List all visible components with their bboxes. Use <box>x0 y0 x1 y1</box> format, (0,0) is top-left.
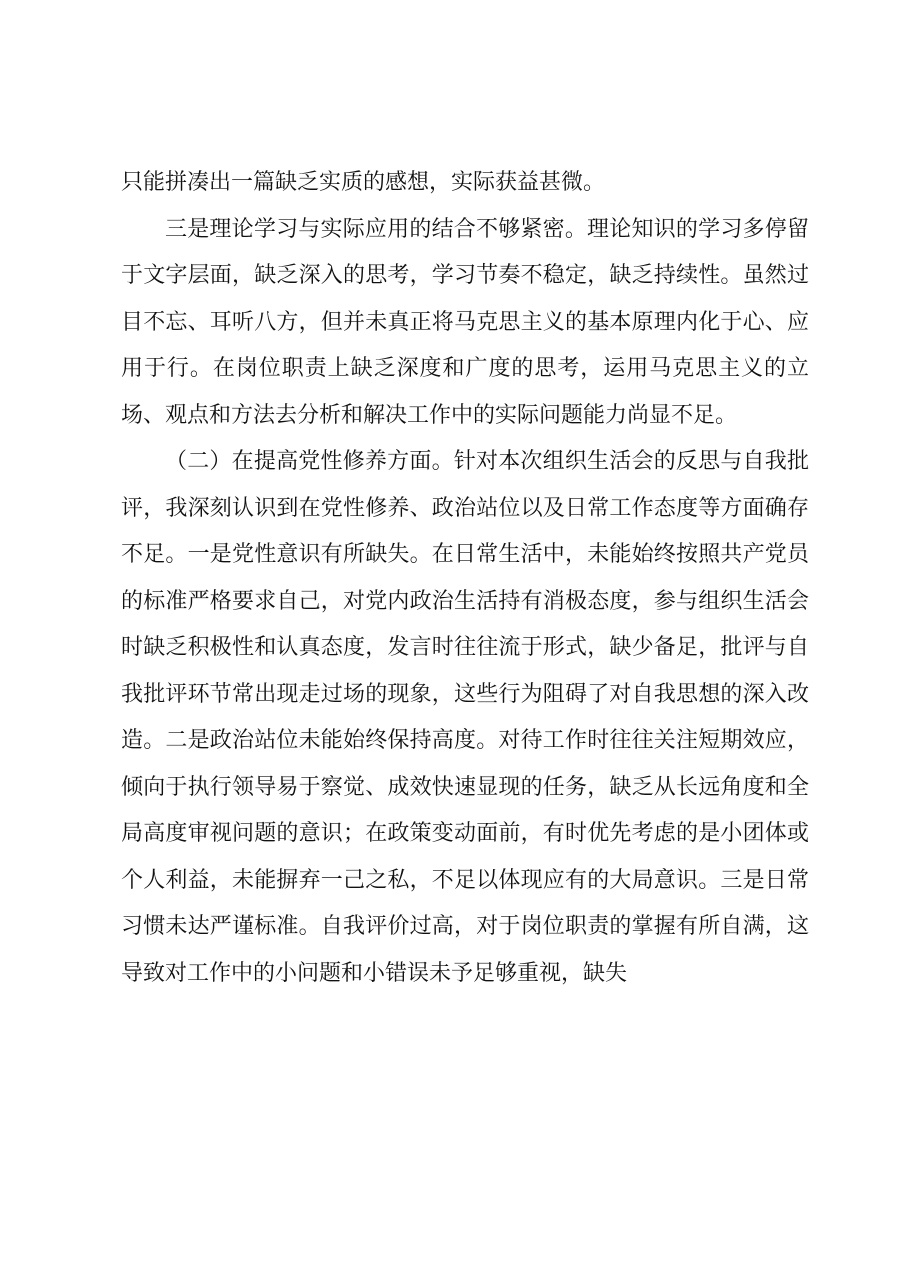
paragraph-party-cultivation: （二）在提高党性修养方面。针对本次组织生活会的反思与自我批评，我深刻认识到在党性修养、政治站位以及日常工作态度等方面确存不足。一是党性意识有所缺失。在日常生活中，未能始终按照共产党员的标准严格要求自己，对党内政治生活持有消极态度，参与组织生活会时缺乏积极性和认真态度，发言时往往流于形式，缺少备足，批评与自我批评环节常出现走过场的现象，这些行为阻碍了对自我思想的深入改造。二是政治站位未能始终保持高度。对待工作时往往关注短期效应，倾向于执行领导易于察觉、成效快速显现的任务，缺乏从长远角度和全局高度审视问题的意识；在政策变动面前，有时优先考虑的是小团体或个人利益，未能摒弃一己之私，不足以体现应有的大局意识。三是日常习惯未达严谨标准。自我评价过高，对于岗位职责的掌握有所自满，这导致对工作中的小问题和小错误未予足够重视，缺失 <box>121 449 809 986</box>
paragraph-continuation: 只能拼凑出一篇缺乏实质的感想，实际获益甚微。 <box>121 170 606 195</box>
document-body <box>121 160 809 997</box>
paragraph-theory-practice: 三是理论学习与实际应用的结合不够紧密。理论知识的学习多停留于文字层面，缺乏深入的思考，学习节奏不稳定，缺乏持续性。虽然过目不忘、耳听八方，但并未真正将马克思主义的基本原理内化于心、应用于行。在岗位职责上缺乏深度和广度的思考，运用马克思主义的立场、观点和方法去分析和解决工作中的实际问题能力尚显不足。 <box>121 216 809 428</box>
